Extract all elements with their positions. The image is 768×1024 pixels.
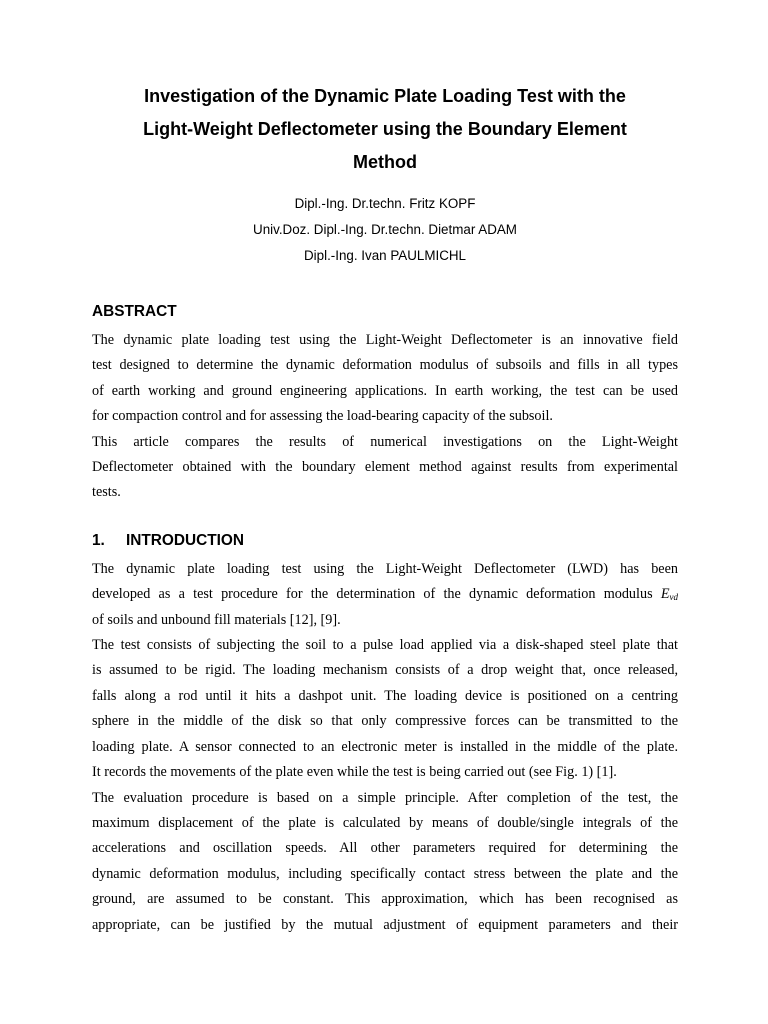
- text-line: falls along a rod until it hits a dashpot unit. The loading device is positioned on a centring: [92, 687, 678, 704]
- text-line: of soils and unbound fill materials [12], [9].: [92, 611, 341, 628]
- text-line: accelerations and oscillation speeds. All other parameters required for determining the: [92, 840, 678, 857]
- title-line: Investigation of the Dynamic Plate Loading Test with the: [144, 86, 626, 106]
- text-line: loading plate. A sensor connected to an electronic meter is installed in the middle of the plate.: [92, 738, 678, 755]
- evd-symbol: [661, 586, 678, 602]
- text-line: is assumed to be rigid. The loading mechanism consists of a drop weight that, once released,: [92, 662, 678, 679]
- title-line: Method: [353, 152, 417, 172]
- intro-paragraph-3: [92, 786, 678, 938]
- abstract-paragraph-1: [92, 328, 678, 430]
- text-line: The evaluation procedure is based on a simple principle. After completion of the test, the: [92, 789, 678, 806]
- section-title: INTRODUCTION: [126, 531, 244, 549]
- author-adam: Univ.Doz. Dipl.-Ing. Dr.techn. Dietmar ADAM: [253, 222, 517, 237]
- abstract-heading: ABSTRACT: [92, 303, 177, 320]
- abstract-paragraph-2: [92, 430, 678, 506]
- title-line: Light-Weight Deflectometer using the Boundary Element: [143, 119, 627, 139]
- text-line: sphere in the middle of the disk so that only compressive forces can be transmitted to the: [92, 713, 678, 730]
- author-paulmichl: Dipl.-Ing. Ivan PAULMICHL: [304, 248, 466, 263]
- intro-paragraph-2: [92, 633, 678, 785]
- text-line: Deflectometer obtained with the boundary element method against results from experimental: [92, 459, 678, 476]
- text-line: tests.: [92, 484, 121, 501]
- text-line: maximum displacement of the plate is calculated by means of double/single integrals of the: [92, 814, 678, 831]
- text-line: The test consists of subjecting the soil to a pulse load applied via a disk-shaped steel plate that: [92, 637, 678, 654]
- author-list: [92, 191, 678, 269]
- text-line: for compaction control and for assessing the load-bearing capacity of the subsoil.: [92, 408, 553, 425]
- text-line: It records the movements of the plate even while the test is being carried out (see Fig. 1) [1].: [92, 764, 617, 781]
- text-line: The dynamic plate loading test using the Light-Weight Deflectometer is an innovative field: [92, 332, 678, 348]
- introduction-heading: [92, 531, 678, 551]
- text-line: This article compares the results of numerical investigations on the Light-Weight: [92, 433, 678, 450]
- text-line: ground, are assumed to be constant. This approximation, which has been recognised as: [92, 891, 678, 908]
- text-line: The dynamic plate loading test using the Light-Weight Deflectometer (LWD) has been: [92, 560, 678, 577]
- text-line: [92, 582, 678, 607]
- intro-paragraph-1: [92, 557, 678, 633]
- paper-page: [92, 80, 678, 938]
- paper-title: [78, 80, 692, 179]
- text-line: of earth working and ground engineering applications. In earth working, the test can be used: [92, 382, 678, 399]
- section-number: 1.: [92, 531, 105, 549]
- symbol-subscript: vd: [669, 592, 679, 603]
- text-line: appropriate, can be justified by the mutual adjustment of equipment parameters and their: [92, 916, 678, 933]
- symbol-e: E: [660, 586, 670, 603]
- text-fragment: developed as a test procedure for the determination of the dynamic deformation modulus: [92, 586, 653, 603]
- text-line: dynamic deformation modulus, including specifically contact stress between the plate and the: [92, 865, 678, 882]
- text-line: test designed to determine the dynamic deformation modulus of subsoils and fills in all types: [92, 357, 678, 374]
- author-kopf: Dipl.-Ing. Dr.techn. Fritz KOPF: [294, 196, 476, 211]
